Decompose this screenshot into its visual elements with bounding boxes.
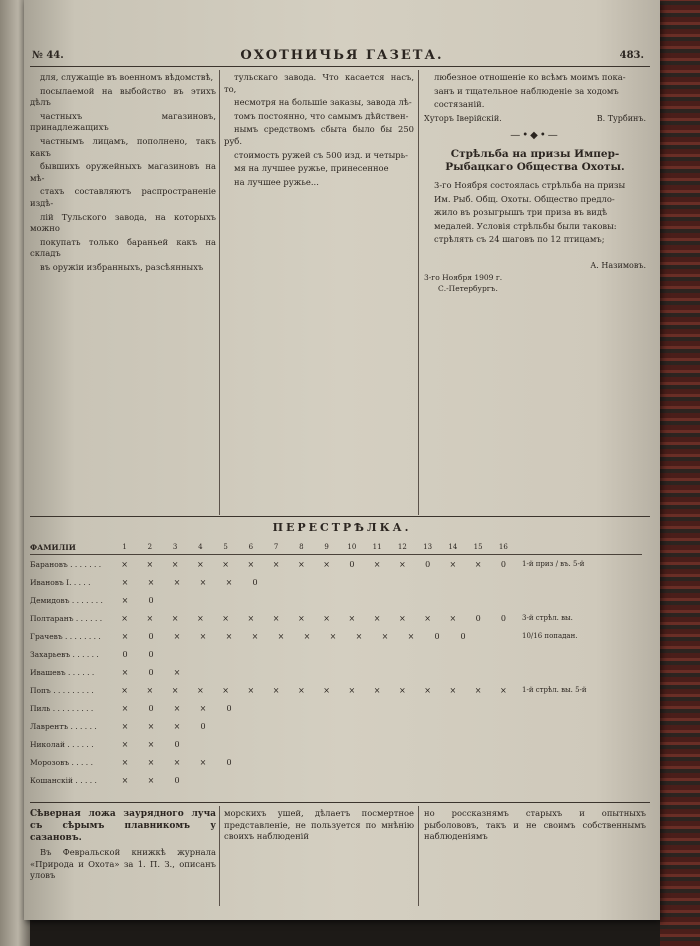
miss-mark: 0: [349, 559, 355, 569]
hit-mark: ×: [146, 685, 154, 695]
miss-mark: 0: [500, 613, 506, 623]
shooter-name: Полтаранъ . . . . . .: [30, 613, 103, 623]
hit-mark: ×: [272, 613, 280, 623]
hit-mark: ×: [173, 703, 181, 713]
hit-mark: ×: [348, 685, 356, 695]
hit-mark: ×: [323, 685, 330, 695]
article-line: Им. Рыб. Общ. Охоты. Общество предло-: [434, 193, 615, 204]
hit-mark: ×: [225, 631, 233, 641]
shooter-name: Демидовъ . . . . . . .: [30, 595, 103, 605]
hit-mark: ×: [225, 577, 233, 587]
hit-mark: ×: [399, 613, 406, 623]
page-number: 483.: [619, 50, 644, 61]
row-results: [112, 560, 516, 569]
row-results: [112, 596, 516, 605]
hit-mark: ×: [399, 685, 406, 695]
hit-mark: ×: [121, 685, 128, 695]
hit-mark: ×: [355, 631, 363, 641]
hit-mark: ×: [298, 613, 305, 623]
miss-mark: 0: [148, 703, 154, 713]
signature-author: А. Назимовъ.: [590, 260, 646, 270]
hit-mark: ×: [173, 667, 181, 677]
row-results: [112, 686, 516, 695]
hit-mark: ×: [121, 739, 129, 749]
hit-mark: ×: [323, 613, 330, 623]
shooter-name: Пиль . . . . . . . . .: [30, 703, 94, 713]
table-bottom-rule: [30, 802, 650, 803]
table-column-header: 7: [273, 543, 279, 551]
hit-mark: ×: [173, 577, 181, 587]
hit-mark: ×: [247, 685, 255, 695]
table-row: [30, 771, 642, 789]
row-note: 1-й приз / въ. 5-й: [522, 560, 585, 568]
col1-line: въ оружіи избранныхъ, разсѣянныхъ: [40, 261, 204, 272]
hit-mark: ×: [373, 685, 381, 695]
hit-mark: ×: [146, 559, 154, 569]
col1-line: стахъ составляютъ распространеніе издѣ-: [30, 186, 216, 208]
bottom-article-title: Сѣверная ложа заурядного луча съ сѣрымъ плавникомъ у сазановъ.: [30, 809, 216, 843]
hit-mark: ×: [407, 631, 415, 641]
row-results: [112, 578, 516, 587]
shooting-table: [30, 540, 642, 789]
newspaper-title: ОХОТНИЧЬЯ ГАЗЕТА.: [240, 48, 444, 63]
table-column-header: 13: [423, 543, 433, 551]
miss-mark: 0: [148, 649, 154, 659]
signature-date: 3-го Ноября 1909 г.: [424, 272, 503, 282]
shooter-name: Ивановъ I. . . . .: [30, 577, 91, 587]
row-note: 3-й стрѣл. вы.: [522, 614, 573, 622]
table-title: ПЕРЕСТРѢЛКА.: [272, 521, 412, 534]
hit-mark: ×: [449, 559, 457, 569]
column-divider: [418, 806, 419, 906]
bottom-column-2: [224, 808, 414, 843]
hit-mark: ×: [323, 559, 330, 569]
hit-mark: ×: [373, 559, 381, 569]
hit-mark: ×: [199, 631, 207, 641]
hit-mark: ×: [251, 631, 259, 641]
col2-line: мя на лучшее ружье, принесенное: [234, 163, 389, 174]
hit-mark: ×: [147, 775, 155, 785]
shooter-name: Морозовъ . . . . .: [30, 757, 93, 767]
hit-mark: ×: [298, 685, 305, 695]
row-results: [112, 722, 516, 731]
col1-line: для, служащіе въ военномъ вѣдомствѣ,: [40, 72, 214, 82]
column-divider: [219, 806, 220, 906]
hit-mark: ×: [329, 631, 337, 641]
table-column-header: 4: [198, 543, 203, 551]
issue-number: № 44.: [32, 50, 64, 61]
table-row: [30, 663, 642, 681]
row-results: [112, 650, 516, 659]
miss-mark: 0: [500, 559, 506, 569]
miss-mark: 0: [475, 613, 481, 623]
hit-mark: ×: [197, 685, 204, 695]
col2-line: тульскаго завода. Что касается насъ, то,: [224, 72, 414, 94]
signature-place: Хуторъ Іверійскій.: [424, 113, 502, 123]
table-row: [30, 645, 642, 663]
background-fabric-right: [660, 0, 700, 946]
table-column-header: 3: [172, 543, 178, 551]
row-results: [112, 704, 516, 713]
shooter-name: Кошанскій . . . . .: [30, 775, 97, 785]
article-line: жило въ розыгрышъ три приза въ видѣ: [434, 207, 608, 218]
col2-line: на лучшее ружье...: [234, 176, 319, 187]
table-row: [30, 555, 642, 573]
col1-line: покупать только бараньей какъ на складъ: [30, 236, 216, 259]
table-row: [30, 699, 642, 717]
col1-line: бывшихъ оружейныхъ магазиновъ на мѣ-: [30, 161, 216, 183]
shooter-name: Попъ . . . . . . . . .: [30, 685, 94, 695]
article-line: 3-го Ноября состоялась стрѣльба на призы: [434, 179, 626, 190]
table-row: [30, 591, 642, 609]
table-top-rule: [30, 516, 650, 517]
table-row: [30, 717, 642, 735]
row-results: [112, 776, 516, 785]
hit-mark: ×: [171, 613, 179, 623]
ornament-divider: —•◆•—: [510, 130, 560, 142]
hit-mark: ×: [222, 559, 229, 569]
row-results: [112, 758, 516, 767]
col3-line: занъ и тщательное наблюденіе за ходомъ: [434, 85, 619, 96]
hit-mark: ×: [298, 559, 305, 569]
table-column-header: 8: [299, 543, 304, 551]
header-rule: [30, 66, 650, 67]
col2-line: нымъ средствомъ сбыта было бы 250 руб.: [224, 124, 414, 146]
table-column-header: 2: [147, 543, 153, 551]
hit-mark: ×: [171, 559, 179, 569]
table-column-header: 16: [498, 543, 508, 551]
row-results: [112, 740, 516, 749]
article-line: медалей. Условія стрѣльбы были таковы:: [434, 220, 617, 231]
table-row: [30, 735, 642, 753]
col1-line: частнымъ лицамъ, пополнено, такъ какъ: [30, 135, 216, 158]
bottom-text: Въ Февральской книжкѣ журнала «Природа и Охота» за 1. П. З., описанъ уловъ: [30, 847, 216, 881]
col2-line: томъ постоянно, что самымъ дѣйствен-: [234, 110, 409, 121]
hit-mark: ×: [373, 613, 381, 623]
miss-mark: 0: [174, 739, 180, 749]
row-results: [112, 632, 516, 641]
bottom-text: но россказнямъ старыхъ и опытныхъ рыболововъ, такъ и не своимъ собственнымъ наблюденіямъ: [424, 808, 646, 842]
bottom-text: морскихъ ушей, дѣлаетъ посмертное представленіе, не пользуется по мнѣнію своихъ наблюденій: [224, 808, 414, 842]
col2-line: несмотря на большіе заказы, завода лѣ-: [234, 97, 412, 108]
hit-mark: ×: [449, 613, 457, 623]
miss-mark: 0: [460, 631, 466, 641]
table-header-label: ФАМИЛІИ: [30, 542, 76, 552]
col1-line: посылаемой на выбойство въ этихъ дѣлъ: [30, 85, 216, 108]
miss-mark: 0: [148, 667, 154, 677]
table-column-header: 15: [473, 543, 483, 551]
shooter-name: Лаврентъ . . . . . .: [30, 721, 97, 731]
hit-mark: ×: [121, 631, 129, 641]
column-1: [30, 72, 216, 276]
bottom-column-3: [424, 808, 646, 843]
column-2: [224, 72, 414, 190]
hit-mark: ×: [121, 757, 129, 767]
column-divider: [418, 70, 419, 515]
table-column-header: 6: [248, 543, 254, 551]
col3-line: любезное отношеніе ко всѣмъ моимъ пока-: [434, 72, 626, 82]
hit-mark: ×: [199, 703, 207, 713]
row-note: 1-й стрѣл. вы. 5-й: [522, 686, 587, 694]
hit-mark: ×: [121, 577, 129, 587]
hit-mark: ×: [303, 631, 311, 641]
table-row: [30, 753, 642, 771]
col1-line: лій Тульского завода, на которыхъ можно: [30, 211, 216, 234]
hit-mark: ×: [272, 559, 280, 569]
hit-mark: ×: [449, 685, 457, 695]
table-column-header: 11: [372, 543, 382, 551]
row-note: 10/16 попадан.: [522, 632, 578, 640]
miss-mark: 0: [200, 721, 206, 731]
hit-mark: ×: [121, 613, 128, 623]
hit-mark: ×: [381, 631, 389, 641]
signature-place: С.-Петербургъ.: [438, 284, 498, 294]
hit-mark: ×: [500, 685, 507, 695]
hit-mark: ×: [474, 685, 482, 695]
row-results: [112, 614, 516, 623]
table-header-cells: [112, 543, 516, 551]
miss-mark: 0: [174, 775, 180, 785]
article-title: Стрѣльба на призы Импер-Рыбацкаго Общества Охоты.: [445, 147, 625, 173]
miss-mark: 0: [148, 595, 154, 605]
hit-mark: ×: [146, 613, 154, 623]
column-divider: [219, 70, 220, 515]
hit-mark: ×: [399, 559, 406, 569]
hit-mark: ×: [222, 613, 229, 623]
hit-mark: ×: [121, 721, 129, 731]
col2-line: стоимость ружей съ 500 изд. и четырь-: [234, 149, 408, 160]
miss-mark: 0: [148, 631, 154, 641]
hit-mark: ×: [147, 757, 155, 767]
hit-mark: ×: [147, 739, 155, 749]
table-column-header: 5: [223, 543, 228, 551]
hit-mark: ×: [424, 613, 431, 623]
hit-mark: ×: [121, 559, 128, 569]
hit-mark: ×: [173, 721, 181, 731]
signature-row: [424, 260, 646, 272]
table-row: [30, 681, 642, 699]
hit-mark: ×: [247, 559, 255, 569]
miss-mark: 0: [226, 757, 232, 767]
miss-mark: 0: [252, 577, 258, 587]
hit-mark: ×: [247, 613, 255, 623]
hit-mark: ×: [121, 703, 129, 713]
table-column-header: 10: [347, 543, 357, 551]
hit-mark: ×: [121, 667, 129, 677]
hit-mark: ×: [147, 721, 155, 731]
table-row: [30, 627, 642, 645]
hit-mark: ×: [171, 685, 179, 695]
table-column-header: 1: [122, 543, 127, 551]
miss-mark: 0: [122, 649, 128, 659]
hit-mark: ×: [173, 757, 181, 767]
row-results: [112, 668, 516, 677]
table-column-header: 9: [324, 543, 329, 551]
miss-mark: 0: [434, 631, 440, 641]
hit-mark: ×: [474, 559, 482, 569]
bottom-column-1: [30, 808, 216, 882]
shooter-name: Грачевъ . . . . . . . .: [30, 631, 101, 641]
article-line: стрѣлять съ 24 шаговъ по 12 птицамъ;: [434, 234, 605, 245]
col1-line: частныхъ магазиновъ, принадлежащихъ: [30, 110, 216, 133]
hit-mark: ×: [272, 685, 280, 695]
table-row: [30, 573, 642, 591]
table-column-header: 12: [397, 543, 407, 551]
hit-mark: ×: [121, 775, 129, 785]
signature-row: [424, 113, 646, 125]
hit-mark: ×: [424, 685, 431, 695]
hit-mark: ×: [197, 559, 204, 569]
shooter-name: Ивашевъ . . . . . .: [30, 667, 95, 677]
miss-mark: 0: [226, 703, 232, 713]
hit-mark: ×: [199, 577, 207, 587]
table-column-header: 14: [448, 543, 458, 551]
miss-mark: 0: [425, 559, 431, 569]
newspaper-page: [24, 0, 660, 920]
hit-mark: ×: [199, 757, 207, 767]
hit-mark: ×: [121, 595, 129, 605]
hit-mark: ×: [197, 613, 204, 623]
column-3: [424, 72, 646, 295]
signature-author: В. Турбинъ.: [596, 113, 646, 123]
hit-mark: ×: [173, 631, 181, 641]
hit-mark: ×: [348, 613, 356, 623]
hit-mark: ×: [222, 685, 229, 695]
hit-mark: ×: [277, 631, 285, 641]
col3-line: состязаній.: [434, 99, 485, 110]
shooter-name: Николай . . . . . .: [30, 739, 94, 749]
table-row: [30, 609, 642, 627]
hit-mark: ×: [147, 577, 155, 587]
table-body: [30, 555, 642, 789]
shooter-name: Захарьевъ . . . . . .: [30, 649, 99, 659]
shooter-name: Барановъ . . . . . . .: [30, 559, 102, 569]
table-header-row: [30, 540, 642, 555]
